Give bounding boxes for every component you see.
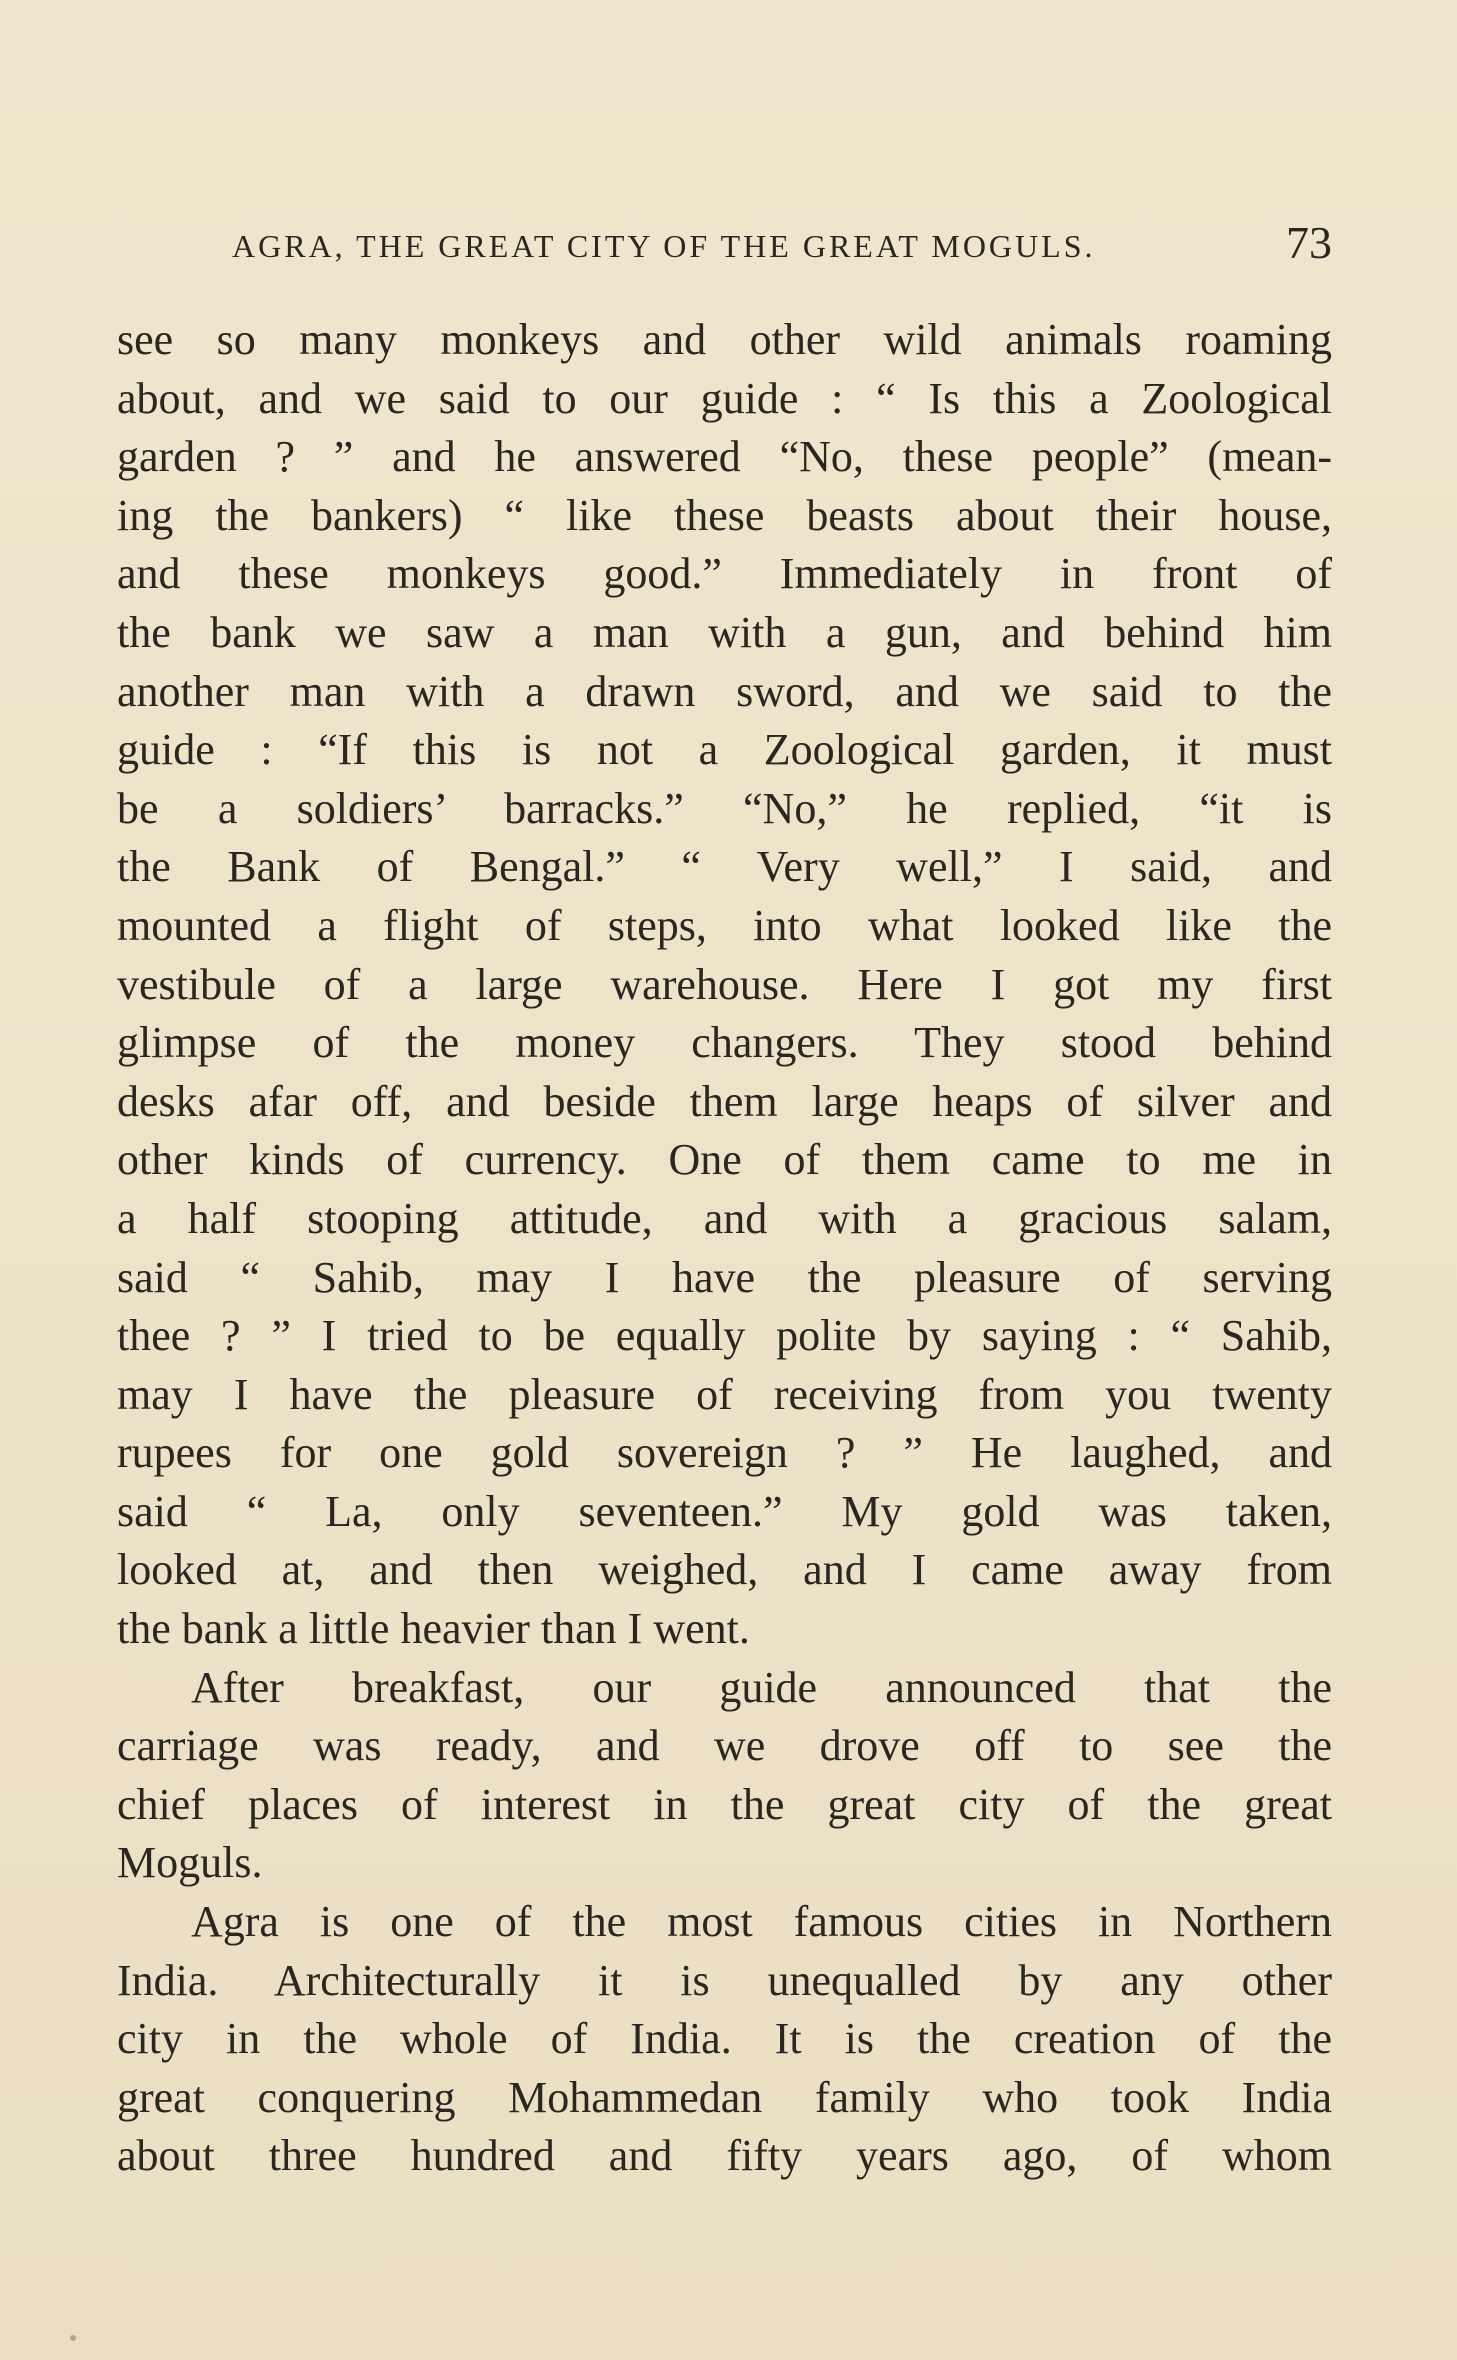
- text-line: thee ? ” I tried to be equally polite by saying : “ Sahib,: [117, 1311, 1332, 1361]
- text-line: the bank we saw a man with a gun, and behind him: [117, 607, 1332, 657]
- page-number: 73: [1286, 217, 1332, 268]
- text-line: Moguls.: [117, 1838, 263, 1888]
- text-line: see so many monkeys and other wild animals roaming: [117, 315, 1332, 364]
- text-line: another man with a drawn sword, and we said to the: [117, 666, 1332, 716]
- text-line: chief places of interest in the great city of the great: [117, 1779, 1332, 1829]
- text-line: desks afar off, and beside them large heaps of silver and: [117, 1076, 1332, 1126]
- text-line: the Bank of Bengal.” “ Very well,” I said, and: [117, 842, 1332, 892]
- text-line: a half stooping attitude, and with a gracious salam,: [117, 1193, 1332, 1243]
- running-head: [232, 210, 1332, 280]
- text-line: said “ La, only seventeen.” My gold was taken,: [117, 1486, 1332, 1536]
- text-line: about, and we said to our guide : “ Is this a Zoological: [117, 373, 1332, 423]
- text-line: After breakfast, our guide announced that the: [191, 1662, 1332, 1712]
- paragraph-2: [117, 1659, 1332, 1893]
- text-line: the bank a little heavier than I went.: [117, 1604, 750, 1654]
- body-text: [117, 311, 1332, 2186]
- text-line: looked at, and then weighed, and I came away from: [117, 1545, 1332, 1595]
- text-line: India. Architecturally it is unequalled by any other: [117, 1955, 1332, 2005]
- text-line: may I have the pleasure of receiving from you twenty: [117, 1369, 1332, 1419]
- text-line: city in the whole of India. It is the creation of the: [117, 2014, 1332, 2064]
- text-line: about three hundred and fifty years ago, of whom: [117, 2131, 1332, 2181]
- text-line: ing the bankers) “ like these beasts about their house,: [117, 490, 1332, 540]
- text-line: other kinds of currency. One of them came to me in: [117, 1135, 1332, 1185]
- text-line: garden ? ” and he answered “No, these people” (mean-: [117, 432, 1332, 482]
- paragraph-1: [117, 311, 1332, 1659]
- text-line: rupees for one gold sovereign ? ” He laughed, and: [117, 1428, 1332, 1478]
- text-line: carriage was ready, and we drove off to see the: [117, 1721, 1332, 1771]
- text-line: great conquering Mohammedan family who took India: [117, 2072, 1332, 2122]
- text-line: mounted a flight of steps, into what looked like the: [117, 900, 1332, 950]
- text-line: vestibule of a large warehouse. Here I got my first: [117, 959, 1332, 1009]
- text-line: be a soldiers’ barracks.” “No,” he replied, “it is: [117, 783, 1332, 833]
- text-line: said “ Sahib, may I have the pleasure of serving: [117, 1252, 1332, 1302]
- text-line: and these monkeys good.” Immediately in front of: [117, 549, 1332, 599]
- paper-speck: [70, 2335, 76, 2341]
- text-line: Agra is one of the most famous cities in Northern: [191, 1897, 1332, 1947]
- text-line: guide : “If this is not a Zoological garden, it must: [117, 725, 1332, 775]
- text-line: glimpse of the money changers. They stood behind: [117, 1018, 1332, 1068]
- running-title: AGRA, THE GREAT CITY OF THE GREAT MOGULS.: [232, 228, 1096, 264]
- paragraph-3: [117, 1893, 1332, 2186]
